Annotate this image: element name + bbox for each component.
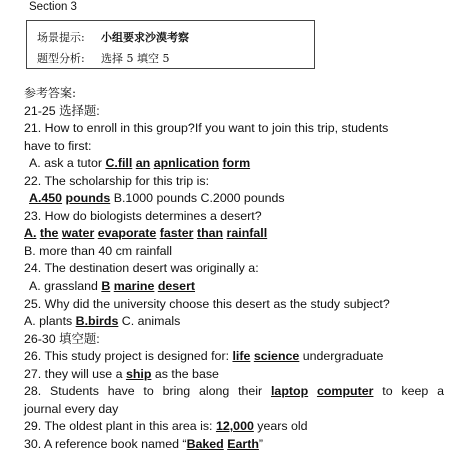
q24-answer-word: marine bbox=[113, 279, 155, 294]
question-type-label: 题型分析: bbox=[37, 52, 85, 65]
scene-value: 小组要求沙漠考察 bbox=[101, 31, 189, 44]
q30-text: 30. A reference book named “ bbox=[24, 436, 187, 451]
q22-answer-word: A.450 bbox=[29, 191, 63, 206]
q29-text: 29. The oldest plant in this area is: bbox=[24, 419, 216, 434]
q23-answer-word: faster bbox=[159, 226, 194, 241]
q21-options bbox=[24, 155, 444, 173]
q28-text: 28. Students have to bring along their bbox=[24, 384, 271, 399]
q24-answer-word: desert bbox=[157, 279, 196, 294]
q26-text: 26. This study project is designed for: bbox=[24, 349, 233, 364]
reference-answer-title: 参考答案: bbox=[24, 86, 77, 100]
q24-question: 24. The destination desert was originally a: bbox=[24, 261, 259, 276]
q21-answer-word: C.fill bbox=[105, 156, 133, 171]
scene-row bbox=[37, 29, 189, 45]
q29-text-end: years old bbox=[253, 419, 308, 434]
q24-answer-word: B bbox=[101, 279, 111, 294]
q28-cont: journal every day bbox=[24, 401, 119, 416]
question-type-row bbox=[37, 50, 170, 66]
q25-question: 25. Why did the university choose this desert as the study subject? bbox=[24, 296, 390, 311]
q29 bbox=[24, 418, 444, 436]
q30-answer-word: Earth bbox=[227, 436, 259, 451]
q26-answer-word: life bbox=[232, 349, 251, 364]
q21-answer-word: an bbox=[135, 156, 151, 171]
q25-options bbox=[24, 313, 444, 331]
q23-answer-word: the bbox=[39, 226, 59, 241]
q25-option-a: A. plants bbox=[24, 314, 76, 329]
q30-text-end: ” bbox=[258, 436, 264, 451]
section-label: Section 3 bbox=[29, 1, 77, 13]
q23-answer-word: A. bbox=[24, 226, 37, 241]
q25-option-c: C. animals bbox=[118, 314, 181, 329]
q23-answer-word: than bbox=[196, 226, 224, 241]
fill-heading: 26-30 填空题: bbox=[24, 331, 100, 346]
q21-answer-word: apnlication bbox=[153, 156, 220, 171]
q21-question-cont: have to first: bbox=[24, 138, 92, 153]
q28-answer-word: laptop bbox=[270, 384, 309, 399]
answer-section bbox=[24, 85, 444, 453]
q22-answer-word: pounds bbox=[65, 191, 111, 206]
q27-text: 27. they will use a bbox=[24, 366, 126, 381]
q27-text-end: as the base bbox=[151, 366, 219, 381]
q22-other-options: B.1000 pounds C.2000 pounds bbox=[110, 191, 285, 206]
q23-answer-word: water bbox=[61, 226, 95, 241]
q23-option-b: B. more than 40 cm rainfall bbox=[24, 243, 173, 258]
mc-heading: 21-25 选择题: bbox=[24, 103, 100, 118]
q26-answer-word: science bbox=[253, 349, 300, 364]
q24-options bbox=[24, 278, 444, 296]
q27 bbox=[24, 366, 444, 384]
question-type-value: 选择 5 填空 5 bbox=[101, 52, 170, 65]
q21-answer-word: form bbox=[222, 156, 251, 171]
q26-text-end: undergraduate bbox=[299, 349, 384, 364]
scene-label: 场景提示: bbox=[37, 31, 85, 44]
q29-answer-word: 12,000 bbox=[215, 419, 254, 434]
q30-answer-word: Baked bbox=[186, 436, 224, 451]
q30 bbox=[24, 436, 444, 454]
q21-option-a: A. ask a tutor bbox=[29, 156, 106, 171]
q23-question: 23. How do biologists determines a desert? bbox=[24, 208, 262, 223]
q28-text-end: to keep a bbox=[382, 384, 444, 399]
q26 bbox=[24, 348, 444, 366]
q22-question: 22. The scholarship for this trip is: bbox=[24, 173, 210, 188]
q23-answer-word: rainfall bbox=[226, 226, 268, 241]
q28-answer-word: computer bbox=[316, 384, 374, 399]
q27-answer-word: ship bbox=[125, 366, 152, 381]
q22-options bbox=[24, 190, 444, 208]
q23-answer-word: evaporate bbox=[97, 226, 157, 241]
q24-option-a: A. grassland bbox=[29, 279, 102, 294]
q28 bbox=[24, 383, 444, 401]
scene-info-box bbox=[26, 20, 315, 69]
q23-option-a bbox=[24, 225, 444, 243]
q21-question: 21. How to enroll in this group?If you want to join this trip, students bbox=[24, 121, 389, 136]
q25-answer-word: B.birds bbox=[75, 314, 119, 329]
